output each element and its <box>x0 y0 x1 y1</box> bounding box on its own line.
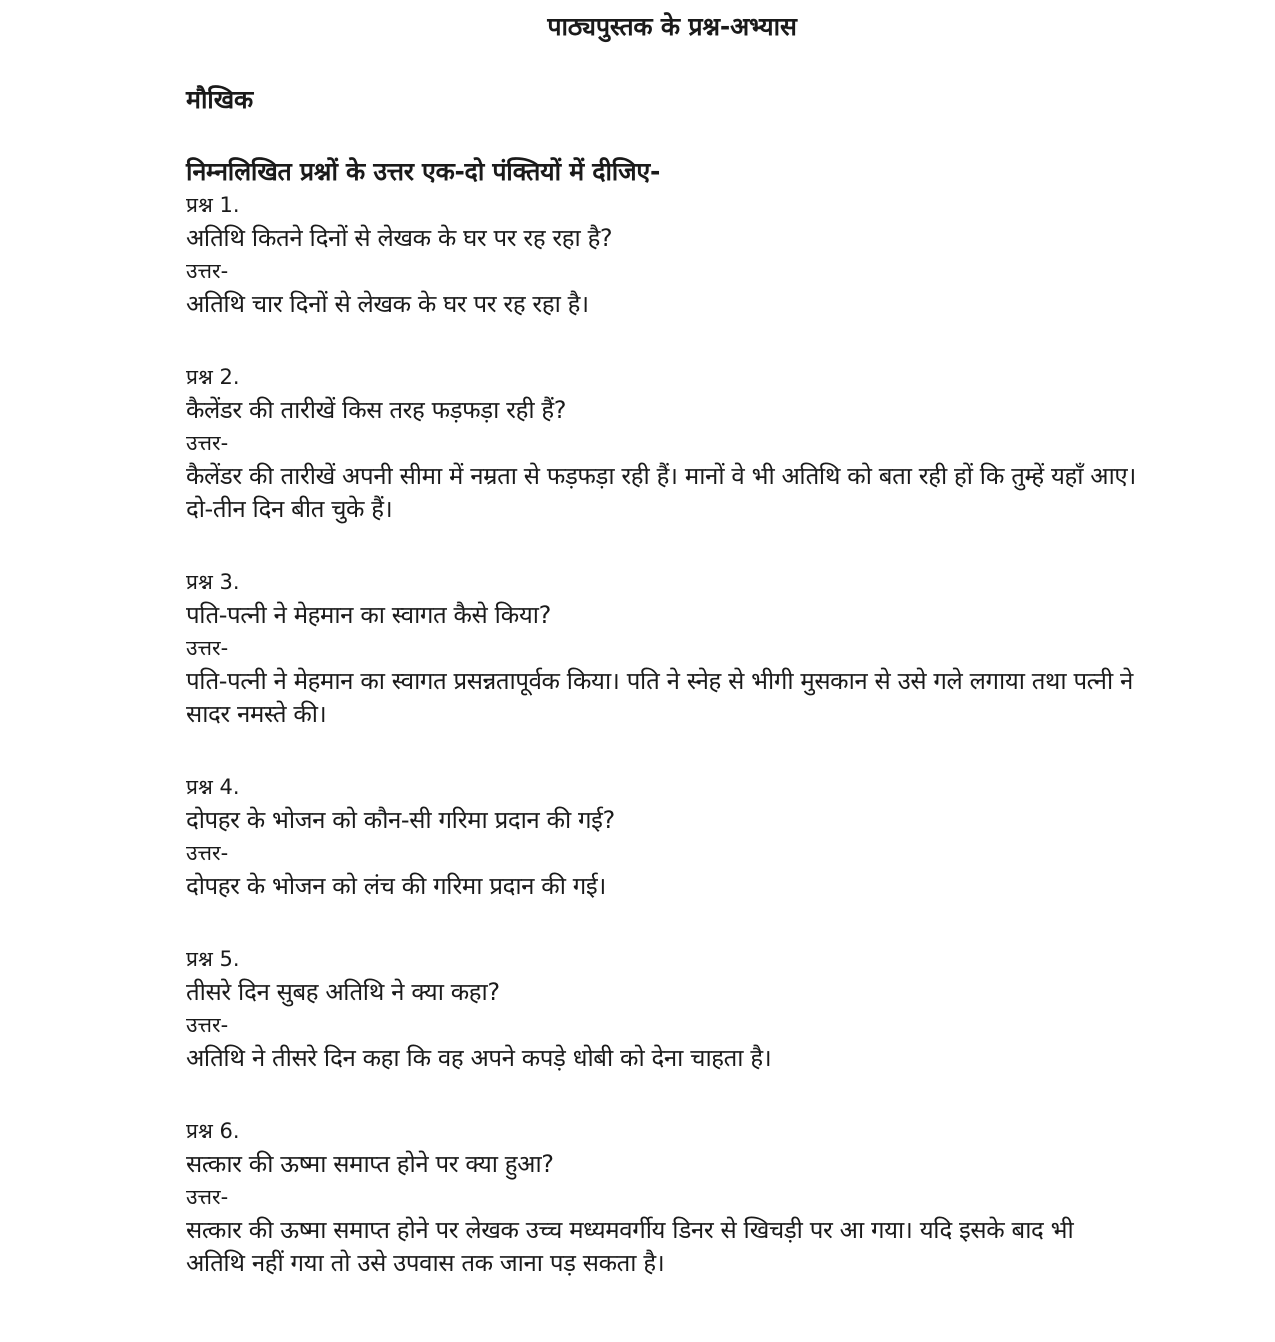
qa-item-2 <box>186 361 1136 526</box>
question-label: प्रश्न 3. <box>186 570 240 594</box>
instruction-heading: निम्नलिखित प्रश्नों के उत्तर एक-दो पंक्तियों में दीजिए- <box>186 157 661 186</box>
answer-label: उत्तर- <box>186 1185 229 1209</box>
answer-text: दोपहर के भोजन को लंच की गरिमा प्रदान की गई। <box>186 872 606 900</box>
document-page <box>186 10 1136 1320</box>
answer-label: उत्तर- <box>186 636 229 660</box>
section-heading: मौखिक <box>186 85 253 114</box>
answer-label: उत्तर- <box>186 1013 229 1037</box>
answer-label: उत्तर- <box>186 841 229 865</box>
answer-text: सत्कार की ऊष्मा समाप्त होने पर लेखक उच्च मध्यमवर्गीय डिनर से खिचड़ी पर आ गया। यदि इसके बाद भी अतिथि नहीं गया तो उसे उपवास तक जाना पड़ सकता है। <box>186 1216 1074 1277</box>
answer-text: पति-पत्नी ने मेहमान का स्वागत प्रसन्नतापूर्वक किया। पति ने स्नेह से भीगी मुसकान से उसे गले लगाया तथा पत्नी ने सादर नमस्ते की। <box>186 667 1133 728</box>
answer-text: कैलेंडर की तारीखें अपनी सीमा में नम्रता से फड़फड़ा रही हैं। मानों वे भी अतिथि को बता रही हों कि तुम्हें यहाँ आए। दो-तीन दिन बीत चुके हैं। <box>186 462 1136 523</box>
question-text: तीसरे दिन सुबह अतिथि ने क्या कहा? <box>186 978 500 1006</box>
answer-text: अतिथि चार दिनों से लेखक के घर पर रह रहा है। <box>186 290 589 318</box>
question-text: सत्कार की ऊष्मा समाप्त होने पर क्या हुआ? <box>186 1150 554 1178</box>
answer-text: अतिथि ने तीसरे दिन कहा कि वह अपने कपड़े धोबी को देना चाहता है। <box>186 1044 772 1072</box>
page-title: पाठ्यपुस्तक के प्रश्न-अभ्यास <box>547 12 797 41</box>
question-text: पति-पत्नी ने मेहमान का स्वागत कैसे किया? <box>186 601 551 629</box>
question-label: प्रश्न 2. <box>186 365 240 389</box>
question-label: प्रश्न 4. <box>186 775 240 799</box>
qa-item-5 <box>186 943 1136 1075</box>
qa-item-4 <box>186 771 1136 903</box>
qa-item-1 <box>186 189 1136 321</box>
question-text: दोपहर के भोजन को कौन-सी गरिमा प्रदान की गई? <box>186 806 615 834</box>
question-text: अतिथि कितने दिनों से लेखक के घर पर रह रहा है? <box>186 224 613 252</box>
question-label: प्रश्न 5. <box>186 947 240 971</box>
qa-item-6 <box>186 1115 1136 1280</box>
question-label: प्रश्न 6. <box>186 1119 240 1143</box>
qa-item-3 <box>186 566 1136 731</box>
answer-label: उत्तर- <box>186 431 229 455</box>
answer-label: उत्तर- <box>186 259 229 283</box>
question-label: प्रश्न 1. <box>186 193 240 217</box>
question-answer-list <box>186 189 1136 1280</box>
question-text: कैलेंडर की तारीखें किस तरह फड़फड़ा रही हैं? <box>186 396 567 424</box>
